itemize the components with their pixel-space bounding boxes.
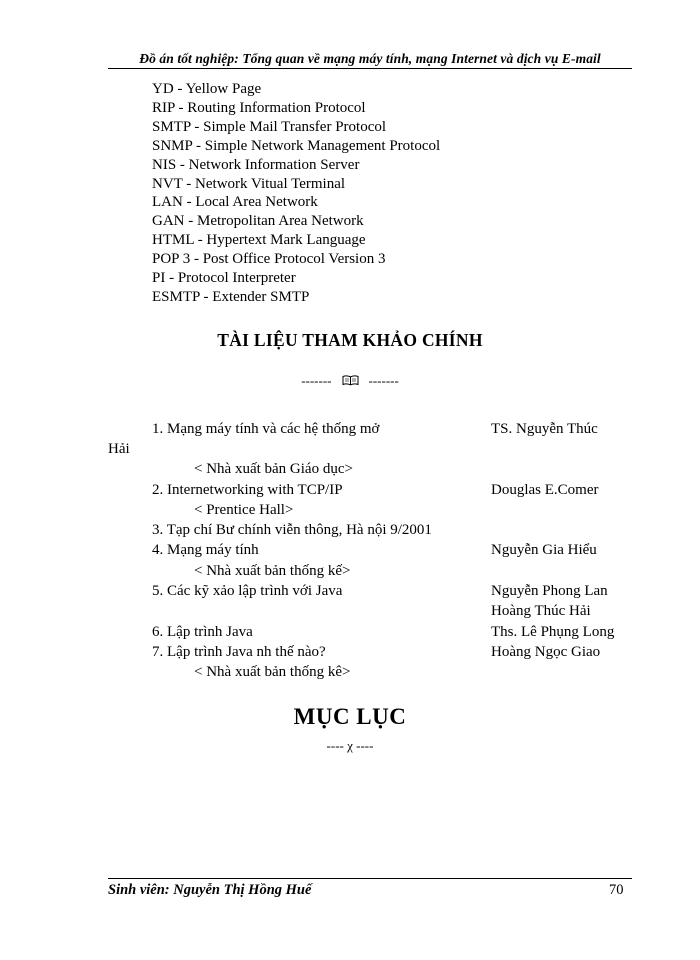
abbreviation-item: HTML - Hypertext Mark Language — [152, 232, 366, 248]
abbreviation-item: RIP - Routing Information Protocol — [152, 100, 366, 116]
abbreviation-item: SMTP - Simple Mail Transfer Protocol — [152, 119, 387, 135]
reference-publisher: < Nhà xuất bản thống kê> — [194, 664, 351, 680]
reference-title: 1. Mạng máy tính và các hệ thống mở — [152, 421, 380, 437]
reference-title: 2. Internetworking with TCP/IP — [152, 482, 343, 498]
abbreviation-item: YD - Yellow Page — [152, 81, 262, 97]
ornament-dashes-right: ------- — [368, 373, 399, 388]
references-ornament — [0, 373, 700, 389]
page-number: 70 — [609, 882, 624, 898]
abbreviation-item: GAN - Metropolitan Area Network — [152, 213, 364, 229]
abbreviation-item: PI - Protocol Interpreter — [152, 270, 296, 286]
abbreviation-item: POP 3 - Post Office Protocol Version 3 — [152, 251, 386, 267]
reference-title: 6. Lập trình Java — [152, 624, 253, 640]
reference-publisher: < Prentice Hall> — [194, 502, 294, 518]
reference-title: 5. Các kỹ xảo lập trình với Java — [152, 583, 343, 599]
reference-title: 4. Mạng máy tính — [152, 542, 259, 558]
reference-publisher: < Nhà xuất bản thống kế> — [194, 563, 351, 579]
reference-author-second: Hoàng Thúc Hải — [491, 603, 591, 619]
references-title: TÀI LIỆU THAM KHẢO CHÍNH — [217, 330, 483, 350]
reference-publisher: < Nhà xuất bản Giáo dục> — [194, 461, 353, 477]
reference-author: TS. Nguyễn Thúc — [491, 421, 598, 437]
abbreviation-item: LAN - Local Area Network — [152, 194, 318, 210]
reference-author: Nguyễn Phong Lan — [491, 583, 608, 599]
reference-author: Ths. Lê Phụng Long — [491, 624, 615, 640]
reference-author: Hoàng Ngọc Giao — [491, 644, 601, 660]
book-icon — [342, 375, 359, 386]
reference-title: 3. Tạp chí Bư chính viễn thông, Hà nội 9/2001 — [152, 522, 432, 538]
contents-ornament: ---- χ ---- — [326, 738, 374, 753]
abbreviation-item: ESMTP - Extender SMTP — [152, 289, 310, 305]
reference-title: 7. Lập trình Java nh thế nào? — [152, 644, 326, 660]
reference-author: Douglas E.Comer — [491, 482, 599, 498]
header-divider — [108, 68, 632, 69]
reference-author: Nguyễn Gia Hiểu — [491, 542, 597, 558]
footer-divider — [108, 878, 632, 879]
contents-title: MỤC LỤC — [293, 704, 407, 729]
abbreviation-item: NIS - Network Information Server — [152, 157, 360, 173]
ornament-dashes-left: ------- — [301, 373, 332, 388]
page-header: Đồ án tốt nghiệp: Tổng quan về mạng máy tính, mạng Internet và dịch vụ E-mail — [139, 51, 601, 66]
abbreviation-item: NVT - Network Vitual Terminal — [152, 176, 346, 192]
reference-author-continued: Hải — [108, 441, 130, 457]
footer-student-name: Sinh viên: Nguyễn Thị Hồng Huế — [108, 882, 312, 898]
abbreviation-item: SNMP - Simple Network Management Protocol — [152, 138, 441, 154]
